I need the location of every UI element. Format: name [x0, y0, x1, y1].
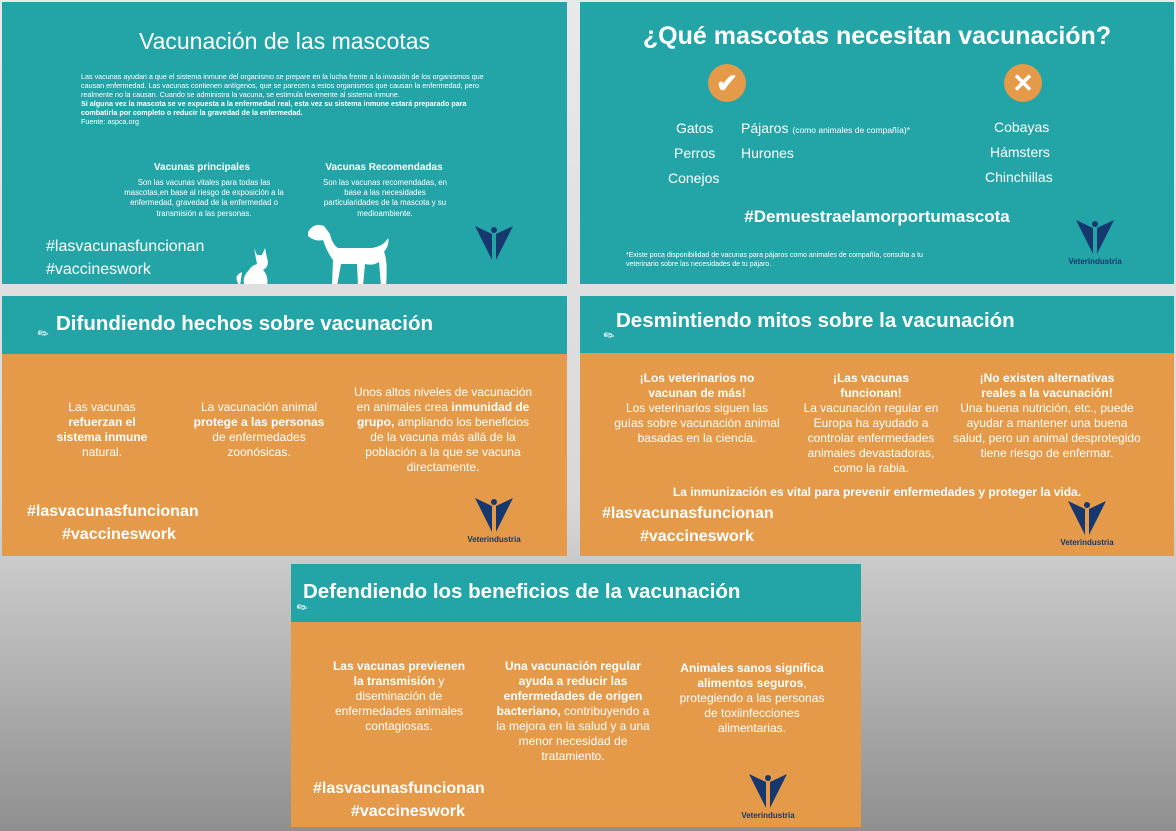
- panel-title: Defendiendo los beneficios de la vacunación: [303, 580, 741, 603]
- veterindustria-logo-icon: [473, 496, 515, 534]
- intro-text: [81, 72, 501, 126]
- fact-1-b: refuerzan el sistema inmune: [56, 415, 148, 444]
- panel-defending-benefits: [291, 564, 861, 827]
- source: Fuente: aspca.org: [81, 117, 139, 126]
- veterindustria-logo-icon: [1074, 218, 1116, 256]
- benefit-3-a: Animales sanos significa alimentos seguros: [680, 661, 824, 690]
- benefit-1-b: y diseminación de enfermedades animales contagiosas.: [334, 674, 464, 733]
- hashtag-1: #lasvacunasfuncionan: [46, 238, 205, 255]
- panel-title: ¿Qué mascotas necesitan vacunación?: [642, 22, 1112, 50]
- veterindustria-logo: [1052, 499, 1122, 547]
- myth-1-title: ¡Los veterinarios no vacunan de más!: [639, 371, 755, 400]
- veterindustria-logo-icon: [747, 772, 789, 810]
- check-icon: ✔: [708, 64, 746, 102]
- fact-2: [192, 400, 326, 460]
- fact-2-c: de enfermedades zoonósicas.: [212, 430, 306, 459]
- logo-name: Veterindustria: [1060, 538, 1114, 547]
- benefit-1: [329, 659, 469, 734]
- fact-1-a: Las vacunas: [68, 400, 136, 414]
- benefit-2-b: contribuyendo a la mejora en la salud y a una menor necesidad de tratamiento.: [496, 704, 650, 763]
- hashtag-1: #lasvacunasfuncionan: [602, 505, 774, 522]
- pet-yes-birds-label: Pájaros: [741, 120, 789, 136]
- pet-yes-birds: [741, 120, 910, 136]
- veterindustria-logo: [459, 496, 529, 544]
- fact-3: [352, 385, 534, 475]
- pet-yes-ferrets: Hurones: [741, 145, 794, 161]
- col-recommended-title: Vacunas Recomendadas: [325, 162, 443, 173]
- panel-debunking-myths: [580, 296, 1174, 556]
- hashtag-2: #vaccineswork: [640, 528, 754, 545]
- pet-yes-birds-note: (como animales de compañía)*: [792, 125, 910, 135]
- veterindustria-logo: [1060, 218, 1130, 266]
- summary: La inmunización es vital para prevenir enfermedades y proteger la vida.: [672, 485, 1082, 499]
- logo-name: Veterindustria: [467, 535, 521, 544]
- panel-header: [2, 296, 567, 354]
- pet-no-1: Cobayas: [994, 119, 1050, 135]
- hashtag-love: #Demuestraelamorportumascota: [744, 207, 1010, 226]
- panel-header: [580, 296, 1174, 353]
- syringe-icon: ✎: [34, 324, 52, 343]
- col-recommended-text: Son las vacunas recomendadas, en base a las necesidades particularidades de la mascota y su medioambiente.: [323, 178, 447, 218]
- fact-1: [54, 400, 150, 460]
- col-core-title: Vacunas principales: [153, 162, 251, 173]
- footnote: *Existe poca disponibilidad de vacunas para pájaros como animales de compañía, consulta a tu veterinario sobre las necesidades de tu pájaro.: [626, 252, 923, 268]
- cat-silhouette-icon: [234, 246, 272, 284]
- fact-2-a: La vacunación animal: [200, 400, 318, 414]
- myth-2: [792, 371, 950, 476]
- logo-name: Veterindustria: [1068, 257, 1122, 266]
- veterindustria-logo-icon: [1066, 499, 1108, 537]
- benefit-2-a: Una vacunación regular ayuda a reducir las enfermedades de origen bacteriano,: [496, 659, 643, 718]
- myth-1: [614, 371, 780, 446]
- syringe-icon: ✎: [293, 598, 311, 617]
- panel-body: [291, 622, 861, 827]
- pet-no-3: Chinchillas: [985, 169, 1053, 185]
- myth-2-body: La vacunación regular en Europa ha ayudado a controlar enfermedades animales devastadoras, como la rabia.: [803, 401, 939, 475]
- cross-icon: ✕: [1004, 64, 1042, 102]
- panel-body: [2, 354, 567, 556]
- veterindustria-logo-icon: [473, 224, 515, 262]
- pet-yes-1: Gatos: [676, 120, 714, 136]
- pet-no-2: Hámsters: [990, 144, 1050, 160]
- fact-3-a: Unos altos niveles de vacunación en animales crea: [353, 385, 533, 414]
- fact-3-c: ampliando los beneficios de la vacuna más allá de la población a la que se vacuna directamente.: [365, 415, 530, 474]
- fact-1-c: natural.: [81, 445, 123, 459]
- myth-1-body: Los veterinarios siguen las guías sobre vacunación animal basadas en la ciencia.: [614, 401, 780, 445]
- hashtag-2: #vaccineswork: [62, 526, 176, 543]
- panel-title: Vacunación de las mascotas: [138, 28, 431, 54]
- syringe-icon: ✎: [600, 326, 618, 345]
- intro-bold: Si alguna vez la mascota se ve expuesta a la enfermedad real, esta vez su sistema inmune estará preparado para combatirla por completo o reducir la gravedad de la enfermedad.: [81, 99, 467, 117]
- benefit-2: [491, 659, 655, 764]
- panel-title: Desmintiendo mitos sobre la vacunación: [616, 309, 1015, 332]
- veterindustria-logo: [733, 772, 803, 820]
- myth-3-body: Una buena nutrición, etc., puede ayudar a mantener una buena salud, pero un animal desprotegido tiene riesgo de enfermar.: [953, 401, 1141, 460]
- myth-3-title: ¡No existen alternativas reales a la vacunación!: [979, 371, 1115, 400]
- pet-yes-3: Conejos: [668, 170, 720, 186]
- intro-paragraph: Las vacunas ayudan a que el sistema inmune del organismo se prepare en la lucha frente a la invasión de los organismos que causan enfermedad. Las vacunas contienen antígenos, que se parecen a estos organismos que causan la enfermedad, pero realmente no la causan. Cuando se administra la vacuna, se estimula levemente al sistema inmune.: [81, 72, 484, 99]
- hashtag-2: #vaccineswork: [46, 261, 151, 278]
- benefit-3: [679, 661, 825, 736]
- panel-spreading-facts: [2, 296, 567, 556]
- panel-which-pets: [580, 2, 1174, 284]
- panel-header: [291, 564, 861, 622]
- hashtag-1: #lasvacunasfuncionan: [313, 780, 485, 797]
- benefit-3-b: , protegiendo a las personas de toxiinfecciones alimentarias.: [679, 676, 825, 735]
- col-core-text: Son las vacunas vitales para todas las mascotas,en base al riesgo de exposición a la enfermedad, gravedad de la enfermedad o transmisión a las personas.: [124, 178, 284, 218]
- fact-2-b: protege a las personas: [193, 415, 325, 429]
- panel-body: [580, 353, 1174, 556]
- myth-2-title: ¡Las vacunas funcionan!: [832, 371, 910, 400]
- logo-name: Veterindustria: [741, 811, 795, 820]
- myth-3: [952, 371, 1142, 461]
- fact-3-b: inmunidad de grupo,: [356, 400, 530, 429]
- benefit-1-a: Las vacunas previenen la transmisión: [332, 659, 466, 688]
- dog-silhouette-icon: [304, 222, 394, 284]
- hashtag-1: #lasvacunasfuncionan: [27, 503, 199, 520]
- panel-pet-vaccination: [2, 2, 567, 284]
- hashtag-2: #vaccineswork: [351, 803, 465, 820]
- pet-yes-2: Perros: [674, 145, 716, 161]
- panel-title: Difundiendo hechos sobre vacunación: [56, 312, 434, 335]
- veterindustria-logo: [459, 224, 529, 262]
